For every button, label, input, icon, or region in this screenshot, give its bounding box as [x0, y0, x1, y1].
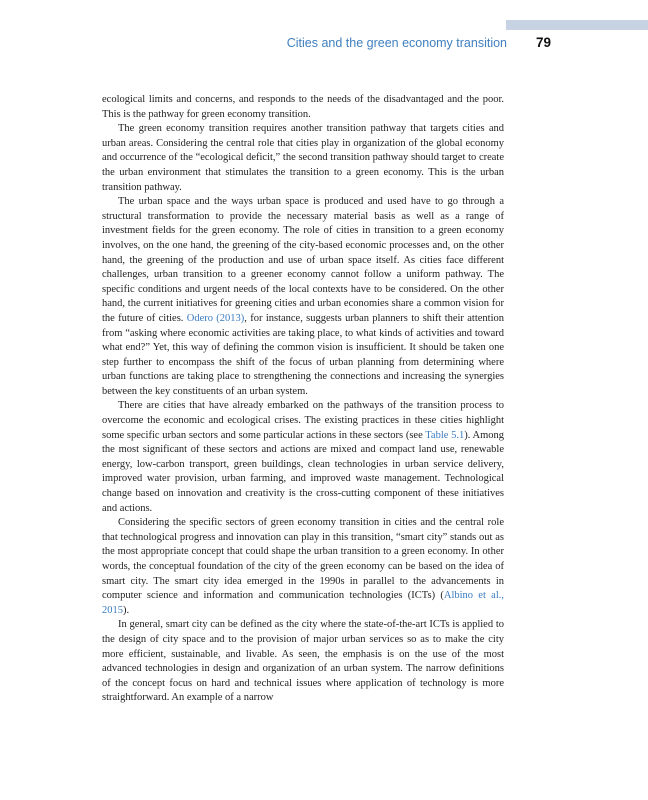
citation-link-albino[interactable]: Albino et al., 2015 — [102, 590, 504, 616]
paragraph-6 — [102, 618, 504, 706]
body-text — [102, 93, 504, 706]
header-accent-bar — [506, 20, 648, 30]
paragraph-text: ecological limits and concerns, and responds to the needs of the disadvantaged and the poor. This is the pathway for green economy transition. — [102, 94, 504, 120]
paragraph-text: The green economy transition requires another transition pathway that targets cities and urban areas. Considering the central role that cities play in organization of the global economy and occurrence of the “ecological deficit,” the second transition pathway should target to create the urban environment that stimulates the transition to a green economy. This is the urban transition pathway. — [102, 123, 504, 193]
paragraph-4 — [102, 399, 504, 516]
paragraph-text: ). — [123, 604, 130, 616]
paragraph-text: , for instance, suggests urban planners to shift their attention from “asking where economic activities are taking place, to what kinds of activities and toward what end?” Yet, this way of defining the common vision is insufficient. It should be taken one step further to encompass the shift of the focus of urban planning from determining where urban functions are taking place to strengthening the connections and increasing the synergies between the key constituents of an urban system. — [102, 312, 504, 397]
paragraph-2 — [102, 122, 504, 195]
paragraph-text: Considering the specific sectors of green economy transition in cities and the central role that technological progress and innovation can play in this transition, “smart city” stands out as the most appropriate concept that could shape the urban transition to a green economy. In other words, the conceptual foundation of the city of the green economy can be based on the idea of smart city. The smart city idea emerged in the 1990s in parallel to the advancements in computer science and information and communication technologies (ICTs) ( — [102, 517, 504, 602]
citation-link-odero[interactable]: Odero (2013) — [186, 312, 245, 324]
paragraph-text: There are cities that have already embarked on the pathways of the transition process to overcome the economic and ecological crises. The existing practices in these cities highlight some specific urban sectors and some particular actions in these sectors (see — [102, 400, 504, 441]
page-header — [0, 36, 648, 56]
paragraph-3 — [102, 195, 504, 399]
paragraph-text: ). Among the most significant of these sectors and actions are mixed and compact land use, renewable energy, low-carbon transport, green buildings, clean technologies in urban service delivery, improved water provision, urban farming, and improved waste management. Technological change based on innovation and creativity is the cross-cutting component of these initiatives and actions. — [102, 429, 504, 514]
running-title: Cities and the green economy transition — [286, 36, 507, 50]
table-link[interactable]: Table 5.1 — [425, 429, 465, 441]
paragraph-1 — [102, 93, 504, 122]
page-number: 79 — [536, 35, 552, 50]
paragraph-text: The urban space and the ways urban space is produced and used have to go through a structural transformation to provide the necessary material basis as well as a range of investment fields for the green economy. The role of cities in transition to a green economy involves, on the one hand, the greening of the city-based economic processes and, on the other hand, the greening of the production and use of urban space itself. As cities face different challenges, urban transition to a greener economy cannot follow a uniform pathway. The specific conditions and urgent needs of the local contexts have to be considered. On the other hand, the current initiatives for greening cities and urban economies share a common vision for the future of cities. — [102, 196, 504, 324]
paragraph-5 — [102, 516, 504, 618]
paragraph-text: In general, smart city can be defined as the city where the state-of-the-art ICTs is applied to the design of city space and to the provision of major urban services so as to make the city more efficient, sustainable, and livable. As seen, the emphasis is on the use of the most advanced technologies in design and organization of an urban system. The narrow definitions of the concept focus on hard and technical issues where application of technology is more straightforward. An example of a narrow — [102, 619, 504, 704]
